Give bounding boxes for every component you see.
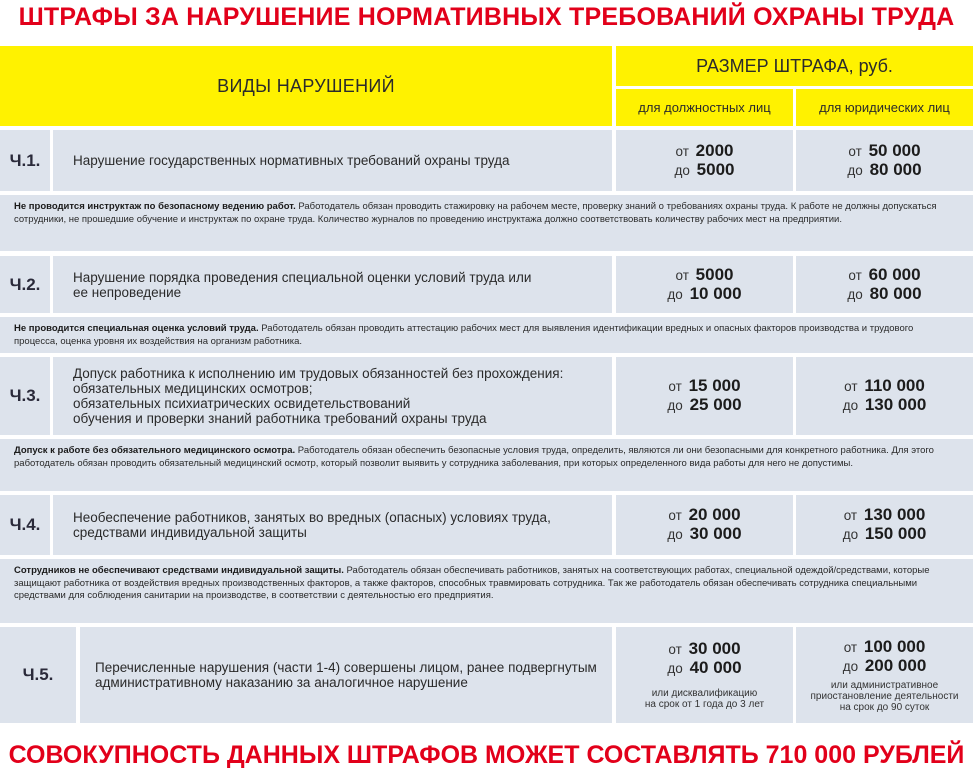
fine-from: от 5000: [675, 264, 734, 284]
fine-from: от 15 000: [668, 376, 741, 395]
fine-from: от 2000: [675, 140, 734, 160]
fine-to: до 80 000: [847, 283, 922, 303]
description-line: обязательных медицинских осмотров;: [73, 381, 313, 396]
fine-to: до 25 000: [667, 395, 742, 414]
footer-summary: СОВОКУПНОСТЬ ДАННЫХ ШТРАФОВ МОЖЕТ СОСТАВЛЯТЬ 710 000 РУБЛЕЙ: [8, 741, 965, 769]
row-note: Не проводится специальная оценка условий труда. Работодатель обязан проводить аттестацию рабочих мест для выявления идентификации вредных и опасных факторов производства и трудового процесса, оценка уровня их воздействия на организм работника.: [0, 317, 973, 353]
description-line: средствами индивидуальной защиты: [73, 525, 307, 540]
fine-note-line: на срок до 90 суток: [839, 701, 930, 713]
row-code: Ч.5.: [0, 627, 76, 723]
description-line: Необеспечение работников, занятых во вредных (опасных) условиях труда,: [73, 510, 551, 525]
fine-from: от 30 000: [668, 639, 741, 658]
row-code: Ч.4.: [0, 495, 50, 555]
fine-to: до 80 000: [847, 159, 922, 179]
description-line: Допуск работника к исполнению им трудовых обязанностей без прохождения:: [73, 366, 564, 381]
row-description: [53, 130, 612, 191]
fine-from: от 100 000: [843, 636, 926, 656]
fine-note-line: или административное: [830, 679, 939, 691]
row-note: Не проводится инструктаж по безопасному ведению работ. Работодатель обязан проводить стажировку на рабочем месте, проверку знаний о требованиях охраны труда. К работе не должны допускаться сотрудники, не прошедшие обучение и инструктаж по охране труда. Количество журналов по проведению инструктажа должно соответствовать количеству рабочих мест на предприятии.: [0, 195, 973, 251]
fine-officials: [616, 495, 793, 555]
row-note: Допуск к работе без обязательного медицинского осмотра. Работодатель обязан обеспечить безопасные условия труда, определить, являются ли они безопасными для конкретного работника. Для этого работодатель обязан проводить обязательный медицинский осмотр, который позволит выявить у сотрудника заболевания, при которых определенного вида работы для него не допустимы.: [0, 439, 973, 491]
fine-to: до 200 000: [842, 655, 927, 675]
description-line: Нарушение государственных нормативных требований охраны труда: [73, 153, 510, 168]
fine-note: [811, 680, 959, 713]
fine-to: до 10 000: [667, 283, 742, 303]
fine-to: до 150 000: [842, 524, 927, 543]
fine-from: от 50 000: [848, 140, 921, 160]
row-note: Сотрудников не обеспечивают средствами индивидуальной защиты. Работодатель обязан обеспечивать работников, занятых на соответствующих работах, специальной одеждой/средствами, которые защищают работника от воздействия вредных производственных факторов, а также факторов, способных травмировать сотрудника. Так же работодатель обязан обеспечивать сотрудника специальными средствами для соблюдения санитарии на производстве, в соответствии с деятельностью его предприятия.: [0, 559, 973, 623]
fine-to: до 5000: [674, 159, 735, 179]
description-line: ее непроведение: [73, 284, 182, 300]
fine-legal: [796, 627, 973, 723]
header-violations: ВИДЫ НАРУШЕНИЙ: [0, 46, 612, 126]
fine-to: до 40 000: [667, 658, 742, 677]
header-officials: для должностных лиц: [616, 89, 793, 126]
description-line: обязательных психиатрических освидетельствований: [73, 396, 411, 411]
fine-to: до 130 000: [842, 395, 927, 414]
fine-legal: [796, 495, 973, 555]
fine-from: от 130 000: [843, 505, 926, 524]
fine-from: от 60 000: [848, 264, 921, 284]
fine-note: [645, 688, 764, 710]
header-fine-size: РАЗМЕР ШТРАФА, руб.: [616, 46, 973, 86]
description-line: административному наказанию за аналогичное нарушение: [95, 675, 468, 690]
fine-officials: [616, 130, 793, 191]
description-line: Нарушение порядка проведения специальной оценки условий труда или: [73, 269, 532, 285]
fine-legal: [796, 130, 973, 191]
fine-legal: [796, 357, 973, 435]
fine-officials: [616, 627, 793, 723]
fine-officials: [616, 256, 793, 313]
fine-note-line: на срок от 1 года до 3 лет: [644, 699, 765, 710]
row-description: [53, 357, 612, 435]
fine-note-line: или дисквалификацию: [651, 688, 758, 699]
row-code: Ч.3.: [0, 357, 50, 435]
description-line: Перечисленные нарушения (части 1-4) совершены лицом, ранее подвергнутым: [95, 660, 597, 675]
fine-from: от 20 000: [668, 505, 741, 524]
row-description: [53, 495, 612, 555]
description-line: обучения и проверки знаний работника требований охраны труда: [73, 411, 487, 426]
header-legal: для юридических лиц: [796, 89, 973, 126]
row-code: Ч.1.: [0, 130, 50, 191]
fine-legal: [796, 256, 973, 313]
row-description: [53, 256, 612, 313]
fine-officials: [616, 357, 793, 435]
row-description: [80, 627, 612, 723]
fine-from: от 110 000: [844, 376, 925, 395]
row-code: Ч.2.: [0, 256, 50, 313]
page-title: ШТРАФЫ ЗА НАРУШЕНИЕ НОРМАТИВНЫХ ТРЕБОВАНИЙ ОХРАНЫ ТРУДА: [18, 3, 955, 31]
fine-note-line: приостановление деятельности: [810, 690, 959, 702]
fine-to: до 30 000: [667, 524, 742, 543]
